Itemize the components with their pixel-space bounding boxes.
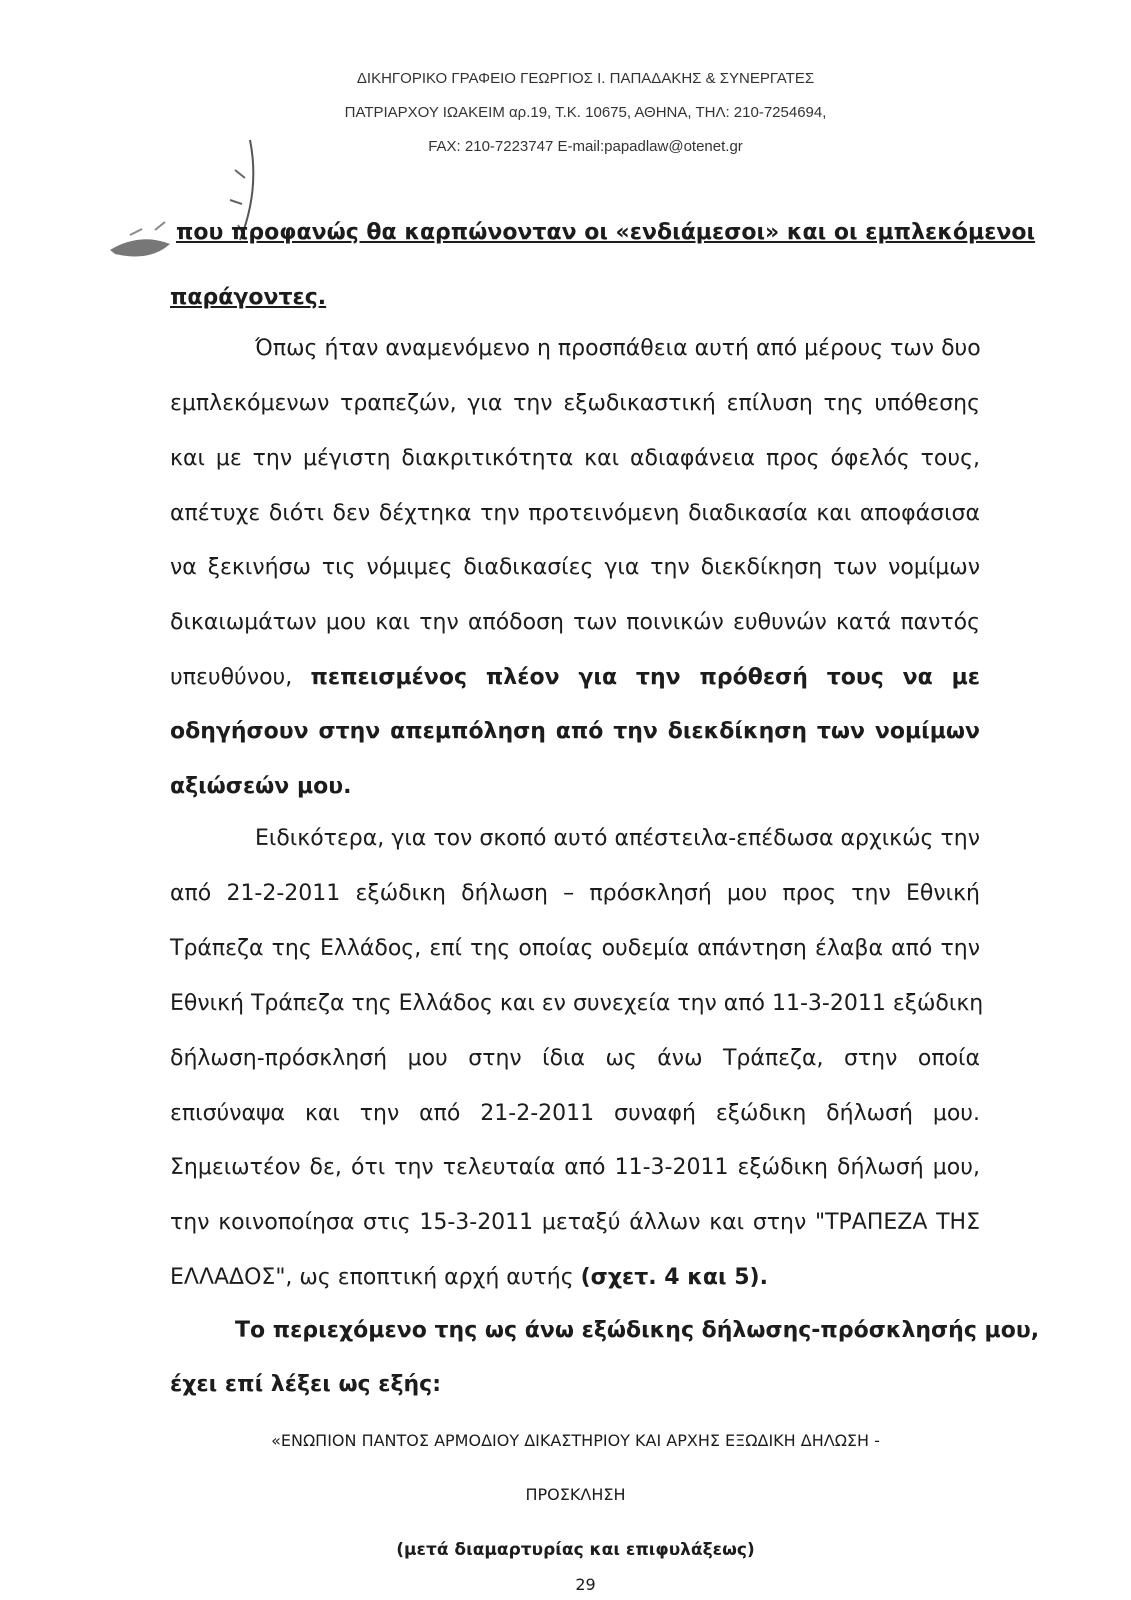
paragraph-2-line-9-bold: (σχετ. 4 και 5). <box>580 1265 768 1290</box>
paragraph-1-line-3: και με την μέγιστη διακριτικότητα και αδιαφάνεια προς όφελός τους, <box>170 446 980 471</box>
paragraph-3-line-2: έχει επί λέξει ως εξής: <box>170 1372 442 1397</box>
header-contact: FAX: 210-7223747 E-mail:papadlaw@otenet.gr <box>428 138 743 155</box>
paragraph-2-line-5: δήλωση-πρόσκλησή μου στην ίδια ως άνω Τράπεζα, στην οποία <box>170 1046 980 1071</box>
paragraph-1-line-5: να ξεκινήσω τις νόμιμες διαδικασίες για την διεκδίκηση των νομίμων <box>170 555 980 580</box>
paragraph-1-line-7 <box>170 663 980 693</box>
paragraph-3-line-1: Το περιεχόμενο της ως άνω εξώδικης δήλωσης-πρόσκλησής μου, <box>235 1318 1040 1343</box>
paragraph-2-line-8: την κοινοποίησα στις 15-3-2011 μεταξύ άλλων και στην "ΤΡΑΠΕΖΑ ΤΗΣ <box>170 1210 980 1235</box>
paragraph-1-line-7-start: υπευθύνου, <box>170 665 311 690</box>
paragraph-2-line-9-start: ΕΛΛΑΔΟΣ", ως εποπτική αρχή αυτής <box>170 1265 581 1290</box>
paragraph-1-line-2: εμπλεκόμενων τραπεζών, για την εξωδικαστική επίλυση της υπόθεσης <box>170 391 980 416</box>
paragraph-2-line-1: Ειδικότερα, για τον σκοπό αυτό απέστειλα-επέδωσα αρχικώς την <box>255 826 980 851</box>
heading-line-2: παράγοντες. <box>170 285 327 310</box>
paragraph-1-line-8: οδηγήσουν στην απεμπόληση από την διεκδίκηση των νομίμων <box>170 719 980 744</box>
paragraph-2-line-4: Εθνική Τράπεζα της Ελλάδος και εν συνεχεία την από 11-3-2011 εξώδικη <box>170 991 984 1016</box>
stamp-mark-icon <box>100 130 270 280</box>
paragraph-2-line-9 <box>170 1263 980 1293</box>
paragraph-1-line-1: Όπως ήταν αναμενόμενο η προσπάθεια αυτή από μέρους των δυο <box>255 336 981 361</box>
header-firm-name: ΔΙΚΗΓΟΡΙΚΟ ΓΡΑΦΕΙΟ ΓΕΩΡΓΙΟΣ Ι. ΠΑΠΑΔΑΚΗΣ & ΣΥΝΕΡΓΑΤΕΣ <box>356 70 815 87</box>
paragraph-1-line-6: δικαιωμάτων μου και την απόδοση των ποινικών ευθυνών κατά παντός <box>170 610 980 635</box>
paragraph-2-line-7: Σημειωτέον δε, ότι την τελευταία από 11-3-2011 εξώδικη δήλωσή μου, <box>170 1155 980 1180</box>
quote-line-3: (μετά διαμαρτυρίας και επιφυλάξεως) <box>396 1540 755 1560</box>
page-number: 29 <box>575 1575 596 1594</box>
paragraph-2-line-2: από 21-2-2011 εξώδικη δήλωση – πρόσκλησή μου προς την Εθνική <box>170 881 980 906</box>
quote-line-2: ΠΡΟΣΚΛΗΣΗ <box>525 1485 626 1504</box>
paragraph-1-line-7-bold: πεπεισμένος πλέον για την πρόθεσή τους να με <box>310 665 981 690</box>
paragraph-1-line-4: απέτυχε διότι δεν δέχτηκα την προτεινόμενη διαδικασία και αποφάσισα <box>170 501 980 526</box>
paragraph-2-line-3: Τράπεζα της Ελλάδος, επί της οποίας ουδεμία απάντηση έλαβα από την <box>170 936 980 961</box>
quote-line-1: «ΕΝΩΠΙΟΝ ΠΑΝΤΟΣ ΑΡΜΟΔΙΟΥ ΔΙΚΑΣΤΗΡΙΟΥ ΚΑΙ ΑΡΧΗΣ ΕΞΩΔΙΚΗ ΔΗΛΩΣΗ - <box>271 1431 880 1450</box>
header-address: ΠΑΤΡΙΑΡΧΟΥ ΙΩΑΚΕΙΜ αρ.19, Τ.Κ. 10675, ΑΘΗΝΑ, ΤΗΛ: 210-7254694, <box>344 104 827 121</box>
heading-line-1: που προφανώς θα καρπώνονταν οι «ενδιάμεσοι» και οι εμπλεκόμενοι <box>176 220 1036 245</box>
paragraph-2-line-6: επισύναψα και την από 21-2-2011 συναφή εξώδικη δήλωσή μου. <box>170 1101 980 1126</box>
paragraph-1-line-9: αξιώσεών μου. <box>170 774 352 799</box>
